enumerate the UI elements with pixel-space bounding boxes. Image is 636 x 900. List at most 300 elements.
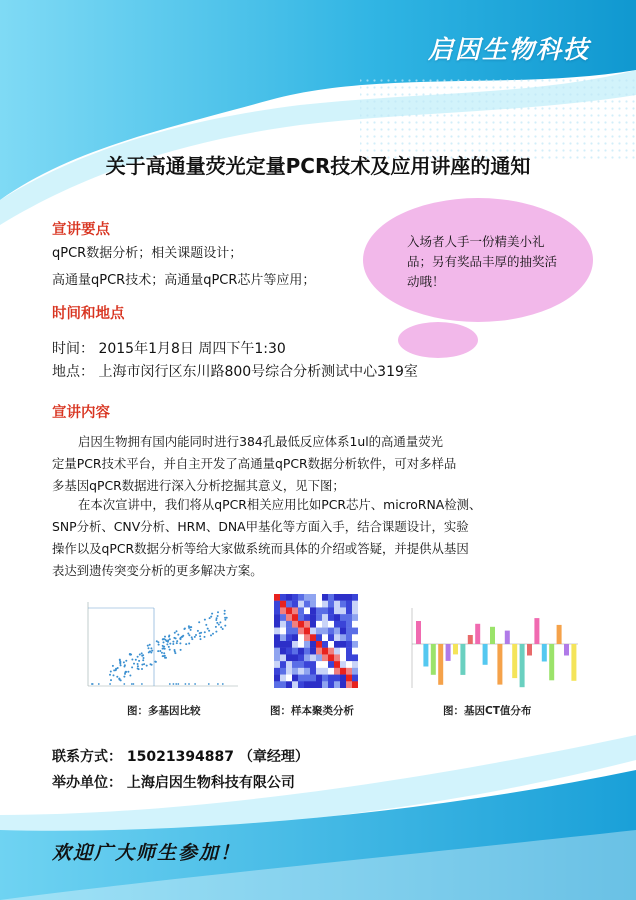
- content-paragraph-1: [52, 431, 572, 497]
- heatmap-cell: [328, 681, 334, 688]
- heatmap-cell: [280, 648, 286, 655]
- scatter-point: [187, 633, 189, 635]
- heatmap-cell: [274, 621, 280, 628]
- heatmap-cell: [310, 681, 316, 688]
- scatter-point: [224, 610, 226, 612]
- scatter-point: [158, 644, 160, 646]
- heatmap-cell: [292, 668, 298, 675]
- scatter-point: [185, 643, 187, 645]
- scatter-point: [150, 647, 152, 649]
- heatmap-cell: [334, 654, 340, 661]
- scatter-point: [180, 649, 182, 651]
- content-paragraph-2: [52, 494, 572, 582]
- scatter-point: [180, 638, 182, 640]
- heatmap-cell: [316, 607, 322, 614]
- heatmap-cell: [334, 648, 340, 655]
- heatmap-cell: [334, 621, 340, 628]
- bar: [512, 644, 517, 678]
- bar: [490, 627, 495, 644]
- heatmap-cell: [322, 614, 328, 621]
- caption-ct-distribution: 图：基因CT值分布: [443, 705, 532, 717]
- scatter-point: [169, 649, 171, 651]
- scatter-point: [176, 642, 178, 644]
- scatter-point: [157, 650, 159, 652]
- scatter-point: [156, 640, 158, 642]
- scatter-point: [120, 664, 122, 666]
- heatmap-cell: [304, 668, 310, 675]
- scatter-point: [215, 626, 217, 628]
- scatter-point: [118, 678, 120, 680]
- scatter-point: [154, 661, 156, 663]
- heatmap-cell: [316, 648, 322, 655]
- heatmap-cell: [280, 634, 286, 641]
- heatmap-cell: [322, 601, 328, 608]
- heatmap-cell: [346, 634, 352, 641]
- heatmap-cell: [310, 601, 316, 608]
- scatter-point: [143, 663, 145, 665]
- scatter-point: [91, 683, 93, 685]
- heatmap-cell: [298, 621, 304, 628]
- scatter-point: [174, 652, 176, 654]
- bar: [475, 624, 480, 644]
- caption-sample-cluster: 图：样本聚类分析: [270, 705, 354, 717]
- content-p1-line-3: 多基因qPCR数据进行深入分析挖掘其意义，见下图；: [52, 478, 345, 493]
- bar: [423, 644, 428, 667]
- scatter-point: [197, 630, 199, 632]
- scatter-point: [217, 611, 219, 613]
- heatmap-cell: [286, 628, 292, 635]
- scatter-point: [183, 628, 185, 630]
- heatmap-cell: [292, 654, 298, 661]
- scatter-point: [222, 628, 224, 630]
- bar: [446, 644, 451, 661]
- heatmap-cell: [310, 675, 316, 682]
- scatter-point: [172, 643, 174, 645]
- scatter-point: [110, 671, 112, 673]
- bar: [431, 644, 436, 675]
- bar: [505, 631, 510, 644]
- heatmap-cell: [352, 661, 358, 668]
- heatmap-cell: [334, 594, 340, 601]
- bar: [534, 618, 539, 644]
- heatmap-cell: [304, 621, 310, 628]
- scatter-point: [141, 664, 143, 666]
- organizer: 举办单位： 上海启因生物科技有限公司: [52, 775, 295, 791]
- scatter-point: [137, 663, 139, 665]
- scatter-point: [131, 683, 133, 685]
- heatmap-cell: [328, 594, 334, 601]
- heatmap-cell: [298, 668, 304, 675]
- heatmap-cell: [340, 681, 346, 688]
- scatter-point: [147, 645, 149, 647]
- heatmap-cell: [310, 607, 316, 614]
- heatmap-cell: [322, 661, 328, 668]
- scatter-point: [119, 661, 121, 663]
- heatmap-cell: [340, 648, 346, 655]
- bar: [460, 644, 465, 675]
- heatmap-cell: [286, 634, 292, 641]
- heatmap-cell: [340, 668, 346, 675]
- scatter-point: [125, 671, 127, 673]
- scatter-point: [172, 641, 174, 643]
- heatmap-cell: [304, 681, 310, 688]
- dot-pattern: [360, 75, 636, 160]
- heatmap-cell: [298, 628, 304, 635]
- scatter-point: [215, 631, 217, 633]
- scatter-point: [215, 619, 217, 621]
- scatter-point: [116, 676, 118, 678]
- section-heading-points: 宣讲要点: [52, 222, 110, 238]
- heatmap-cell: [286, 621, 292, 628]
- heatmap-cell: [274, 641, 280, 648]
- bar: [557, 625, 562, 644]
- bar: [438, 644, 443, 685]
- scatter-point: [143, 657, 145, 659]
- heatmap-cell: [274, 648, 280, 655]
- heatmap-cell: [310, 641, 316, 648]
- heatmap-cell: [340, 675, 346, 682]
- heatmap-cell: [328, 668, 334, 675]
- heatmap-cell: [286, 614, 292, 621]
- heatmap-cell: [274, 601, 280, 608]
- heatmap-cell: [352, 607, 358, 614]
- heatmap-cell: [340, 641, 346, 648]
- bar: [468, 635, 473, 644]
- scatter-point: [142, 659, 144, 661]
- heatmap-cell: [274, 614, 280, 621]
- heatmap-cell: [346, 661, 352, 668]
- scatter-point: [224, 625, 226, 627]
- scatter-point: [212, 633, 214, 635]
- heatmap-cell: [316, 641, 322, 648]
- heatmap-cell: [316, 628, 322, 635]
- scatter-point: [139, 654, 141, 656]
- heatmap-cell: [352, 668, 358, 675]
- heatmap-cell: [292, 661, 298, 668]
- scatter-point: [176, 640, 178, 642]
- heatmap-cell: [280, 641, 286, 648]
- heatmap-cell: [316, 681, 322, 688]
- heatmap-cell: [292, 601, 298, 608]
- heatmap-cell: [328, 654, 334, 661]
- heatmap-cell: [286, 668, 292, 675]
- scatter-point: [141, 683, 143, 685]
- heatmap-cell: [346, 675, 352, 682]
- scatter-point: [133, 683, 135, 685]
- scatter-point: [195, 634, 197, 636]
- content-p1-line-2: 定量PCR技术平台，并自主开发了高通量qPCR数据分析软件，可对多样品: [52, 456, 457, 471]
- scatter-point: [113, 669, 115, 671]
- scatter-point: [177, 634, 179, 636]
- scatter-point: [205, 624, 207, 626]
- scatter-point: [149, 650, 151, 652]
- scatter-point: [216, 622, 218, 624]
- scatter-point: [109, 683, 111, 685]
- scatter-point: [163, 655, 165, 657]
- heatmap-cell: [298, 648, 304, 655]
- heatmap-cell: [316, 594, 322, 601]
- scatter-point: [138, 660, 140, 662]
- heatmap-cell: [328, 634, 334, 641]
- heatmap-cell: [328, 641, 334, 648]
- contact-phone: 联系方式： 15021394887 （章经理）: [52, 749, 309, 765]
- scatter-point: [124, 664, 126, 666]
- heatmap-cell: [280, 614, 286, 621]
- heatmap-cell: [298, 675, 304, 682]
- heatmap-cell: [280, 681, 286, 688]
- heatmap-cell: [322, 681, 328, 688]
- heatmap-cell: [322, 668, 328, 675]
- heatmap-cell: [286, 601, 292, 608]
- heatmap-cell: [334, 668, 340, 675]
- heatmap-cell: [304, 601, 310, 608]
- scatter-point: [188, 634, 190, 636]
- heatmap-cell: [304, 607, 310, 614]
- scatter-point: [168, 646, 170, 648]
- scatter-point: [137, 656, 139, 658]
- scatter-point: [207, 628, 209, 630]
- heatmap-cell: [316, 614, 322, 621]
- caption-multi-gene: 图：多基因比较: [127, 705, 201, 717]
- heatmap-cell: [346, 668, 352, 675]
- heatmap-cell: [316, 621, 322, 628]
- bar: [549, 644, 554, 680]
- scatter-point: [224, 619, 226, 621]
- bar: [520, 644, 525, 687]
- heatmap-cell: [274, 681, 280, 688]
- heatmap-cell: [298, 614, 304, 621]
- heatmap-cell: [286, 607, 292, 614]
- scatter-point: [123, 661, 125, 663]
- heatmap-cell: [280, 607, 286, 614]
- scatter-point: [179, 642, 181, 644]
- heatmap-cell: [274, 675, 280, 682]
- heatmap-cell: [346, 594, 352, 601]
- heatmap-cell: [298, 634, 304, 641]
- heatmap-cell: [310, 594, 316, 601]
- scatter-point: [182, 635, 184, 637]
- heatmap-cell: [286, 681, 292, 688]
- heatmap-cell: [340, 634, 346, 641]
- heatmap-cell: [298, 661, 304, 668]
- heatmap-cell: [346, 601, 352, 608]
- bar: [564, 644, 569, 656]
- scatter-point: [169, 643, 171, 645]
- scatter-point: [123, 683, 125, 685]
- heatmap-cell: [340, 654, 346, 661]
- scatter-point: [199, 632, 201, 634]
- scatter-point: [125, 660, 127, 662]
- heatmap-cell: [292, 675, 298, 682]
- scatter-point: [98, 683, 100, 685]
- scatter-point: [129, 675, 131, 677]
- scatter-point: [190, 629, 192, 631]
- scatter-point: [159, 650, 161, 652]
- heatmap-cell: [292, 648, 298, 655]
- heatmap-cell: [304, 661, 310, 668]
- bar: [497, 644, 502, 685]
- heatmap-cell: [328, 601, 334, 608]
- scatter-point: [210, 634, 212, 636]
- heatmap-cell: [304, 628, 310, 635]
- heatmap-cell: [292, 607, 298, 614]
- heatmap-cell: [334, 641, 340, 648]
- scatter-point: [168, 636, 170, 638]
- heatmap-cell: [346, 654, 352, 661]
- heatmap-cell: [346, 607, 352, 614]
- heatmap-cell: [340, 601, 346, 608]
- heatmap-cell: [322, 628, 328, 635]
- heatmap-cell: [322, 641, 328, 648]
- scatter-point: [109, 674, 111, 676]
- heatmap-cell: [352, 628, 358, 635]
- heatmap-cell: [286, 641, 292, 648]
- scatter-point: [188, 683, 190, 685]
- content-p2-line-4: 表达到遗传突变分析的更多解决方案。: [52, 563, 263, 578]
- section-heading-content: 宣讲内容: [52, 405, 110, 421]
- heatmap-cell: [328, 621, 334, 628]
- scatter-point: [217, 683, 219, 685]
- heatmap-cell: [322, 594, 328, 601]
- heatmap-cell: [316, 601, 322, 608]
- content-p2-line-2: SNP分析、CNV分析、HRM、DNA甲基化等方面入手，结合课题设计，实验: [52, 519, 469, 534]
- scatter-point: [161, 652, 163, 654]
- scatter-point: [217, 615, 219, 617]
- scatter-point: [166, 643, 168, 645]
- heatmap-cell: [280, 654, 286, 661]
- scatter-point: [224, 617, 226, 619]
- content-p2-line-3: 操作以及qPCR数据分析等给大家做系统而具体的介绍或答疑，并提供从基因: [52, 541, 469, 556]
- scatter-point: [188, 625, 190, 627]
- heatmap-cell: [292, 628, 298, 635]
- heatmap-cell: [280, 628, 286, 635]
- scatter-point: [163, 641, 165, 643]
- heatmap-cell: [286, 675, 292, 682]
- brand-logo-text: 启因生物科技: [427, 35, 590, 64]
- bar: [571, 644, 576, 681]
- heatmap-cell: [310, 621, 316, 628]
- place-line: 地点： 上海市闵行区东川路800号综合分析测试中心319室: [52, 364, 418, 380]
- scatter-point: [198, 621, 200, 623]
- heatmap-cell: [310, 634, 316, 641]
- points-line-2: 高通量qPCR技术；高通量qPCR芯片等应用；: [52, 273, 316, 288]
- scatter-point: [123, 676, 125, 678]
- heatmap-cell: [292, 594, 298, 601]
- scatter-point: [165, 639, 167, 641]
- scatter-point: [162, 645, 164, 647]
- heatmap-cell: [310, 668, 316, 675]
- scatter-point: [151, 650, 153, 652]
- heatmap-cell: [286, 648, 292, 655]
- heatmap-cell: [316, 668, 322, 675]
- heatmap-cell: [334, 601, 340, 608]
- heatmap-cell: [346, 621, 352, 628]
- heatmap-cell: [352, 621, 358, 628]
- scatter-point: [151, 664, 153, 666]
- scatter-point: [200, 638, 202, 640]
- scatter-point: [173, 637, 175, 639]
- heatmap-cell: [334, 675, 340, 682]
- scatter-point: [115, 668, 117, 670]
- heatmap-cell: [310, 648, 316, 655]
- heatmap-cell: [322, 675, 328, 682]
- heatmap-cell: [334, 661, 340, 668]
- heatmap-cell: [274, 594, 280, 601]
- heatmap-cell: [310, 614, 316, 621]
- heatmap-cell: [286, 661, 292, 668]
- scatter-point: [110, 679, 112, 681]
- heatmap-cell: [274, 668, 280, 675]
- heatmap-cell: [340, 614, 346, 621]
- bar: [542, 644, 547, 662]
- heatmap-cell: [322, 621, 328, 628]
- heatmap-cell: [352, 654, 358, 661]
- scatter-point: [173, 683, 175, 685]
- heatmap-cell: [286, 654, 292, 661]
- scatter-point: [129, 653, 131, 655]
- scatter-point: [199, 635, 201, 637]
- content-p1-line-1: 启因生物拥有国内能同时进行384孔最低反应体系1ul的高通量荧光: [78, 434, 443, 449]
- scatter-point: [204, 619, 206, 621]
- heatmap-cell: [352, 648, 358, 655]
- time-line: 时间： 2015年1月8日 周四下午1:30: [52, 341, 286, 357]
- scatter-point: [137, 665, 139, 667]
- heatmap-cell: [328, 628, 334, 635]
- heatmap-cell: [298, 594, 304, 601]
- scatter-point: [149, 644, 151, 646]
- heatmap-cell: [310, 654, 316, 661]
- bar: [453, 644, 458, 654]
- heatmap-cell: [328, 675, 334, 682]
- heatmap-cell: [280, 668, 286, 675]
- scatter-point: [169, 683, 171, 685]
- heatmap-cell: [322, 654, 328, 661]
- scatter-point: [162, 648, 164, 650]
- heatmap-cell: [280, 661, 286, 668]
- scatter-point: [142, 654, 144, 656]
- heatmap-cell: [334, 628, 340, 635]
- heatmap-cell: [298, 601, 304, 608]
- scatter-point: [141, 652, 143, 654]
- scatter-point: [163, 652, 165, 654]
- scatter-point: [210, 616, 212, 618]
- section-heading-time-place: 时间和地点: [52, 306, 125, 322]
- heatmap-cell: [346, 648, 352, 655]
- heatmap-cell: [328, 648, 334, 655]
- heatmap-cell: [334, 681, 340, 688]
- heatmap-cell: [340, 607, 346, 614]
- heatmap-cell: [322, 607, 328, 614]
- heatmap-cell: [304, 641, 310, 648]
- bar: [483, 644, 488, 665]
- scatter-point: [164, 636, 166, 638]
- scatter-point: [177, 683, 179, 685]
- welcome-text: 欢迎广大师生参加！: [52, 842, 242, 864]
- heatmap-cell: [346, 628, 352, 635]
- heatmap-cell: [352, 681, 358, 688]
- scatter-figure: [80, 600, 240, 690]
- heatmap-cell: [310, 628, 316, 635]
- scatter-point: [218, 624, 220, 626]
- heatmap-cell: [274, 634, 280, 641]
- scatter-point: [224, 613, 226, 615]
- heatmap-cell: [316, 661, 322, 668]
- scatter-point: [131, 666, 133, 668]
- heatmap-cell: [292, 634, 298, 641]
- scatter-point: [208, 683, 210, 685]
- heatmap-cell: [304, 634, 310, 641]
- heatmap-cell: [316, 634, 322, 641]
